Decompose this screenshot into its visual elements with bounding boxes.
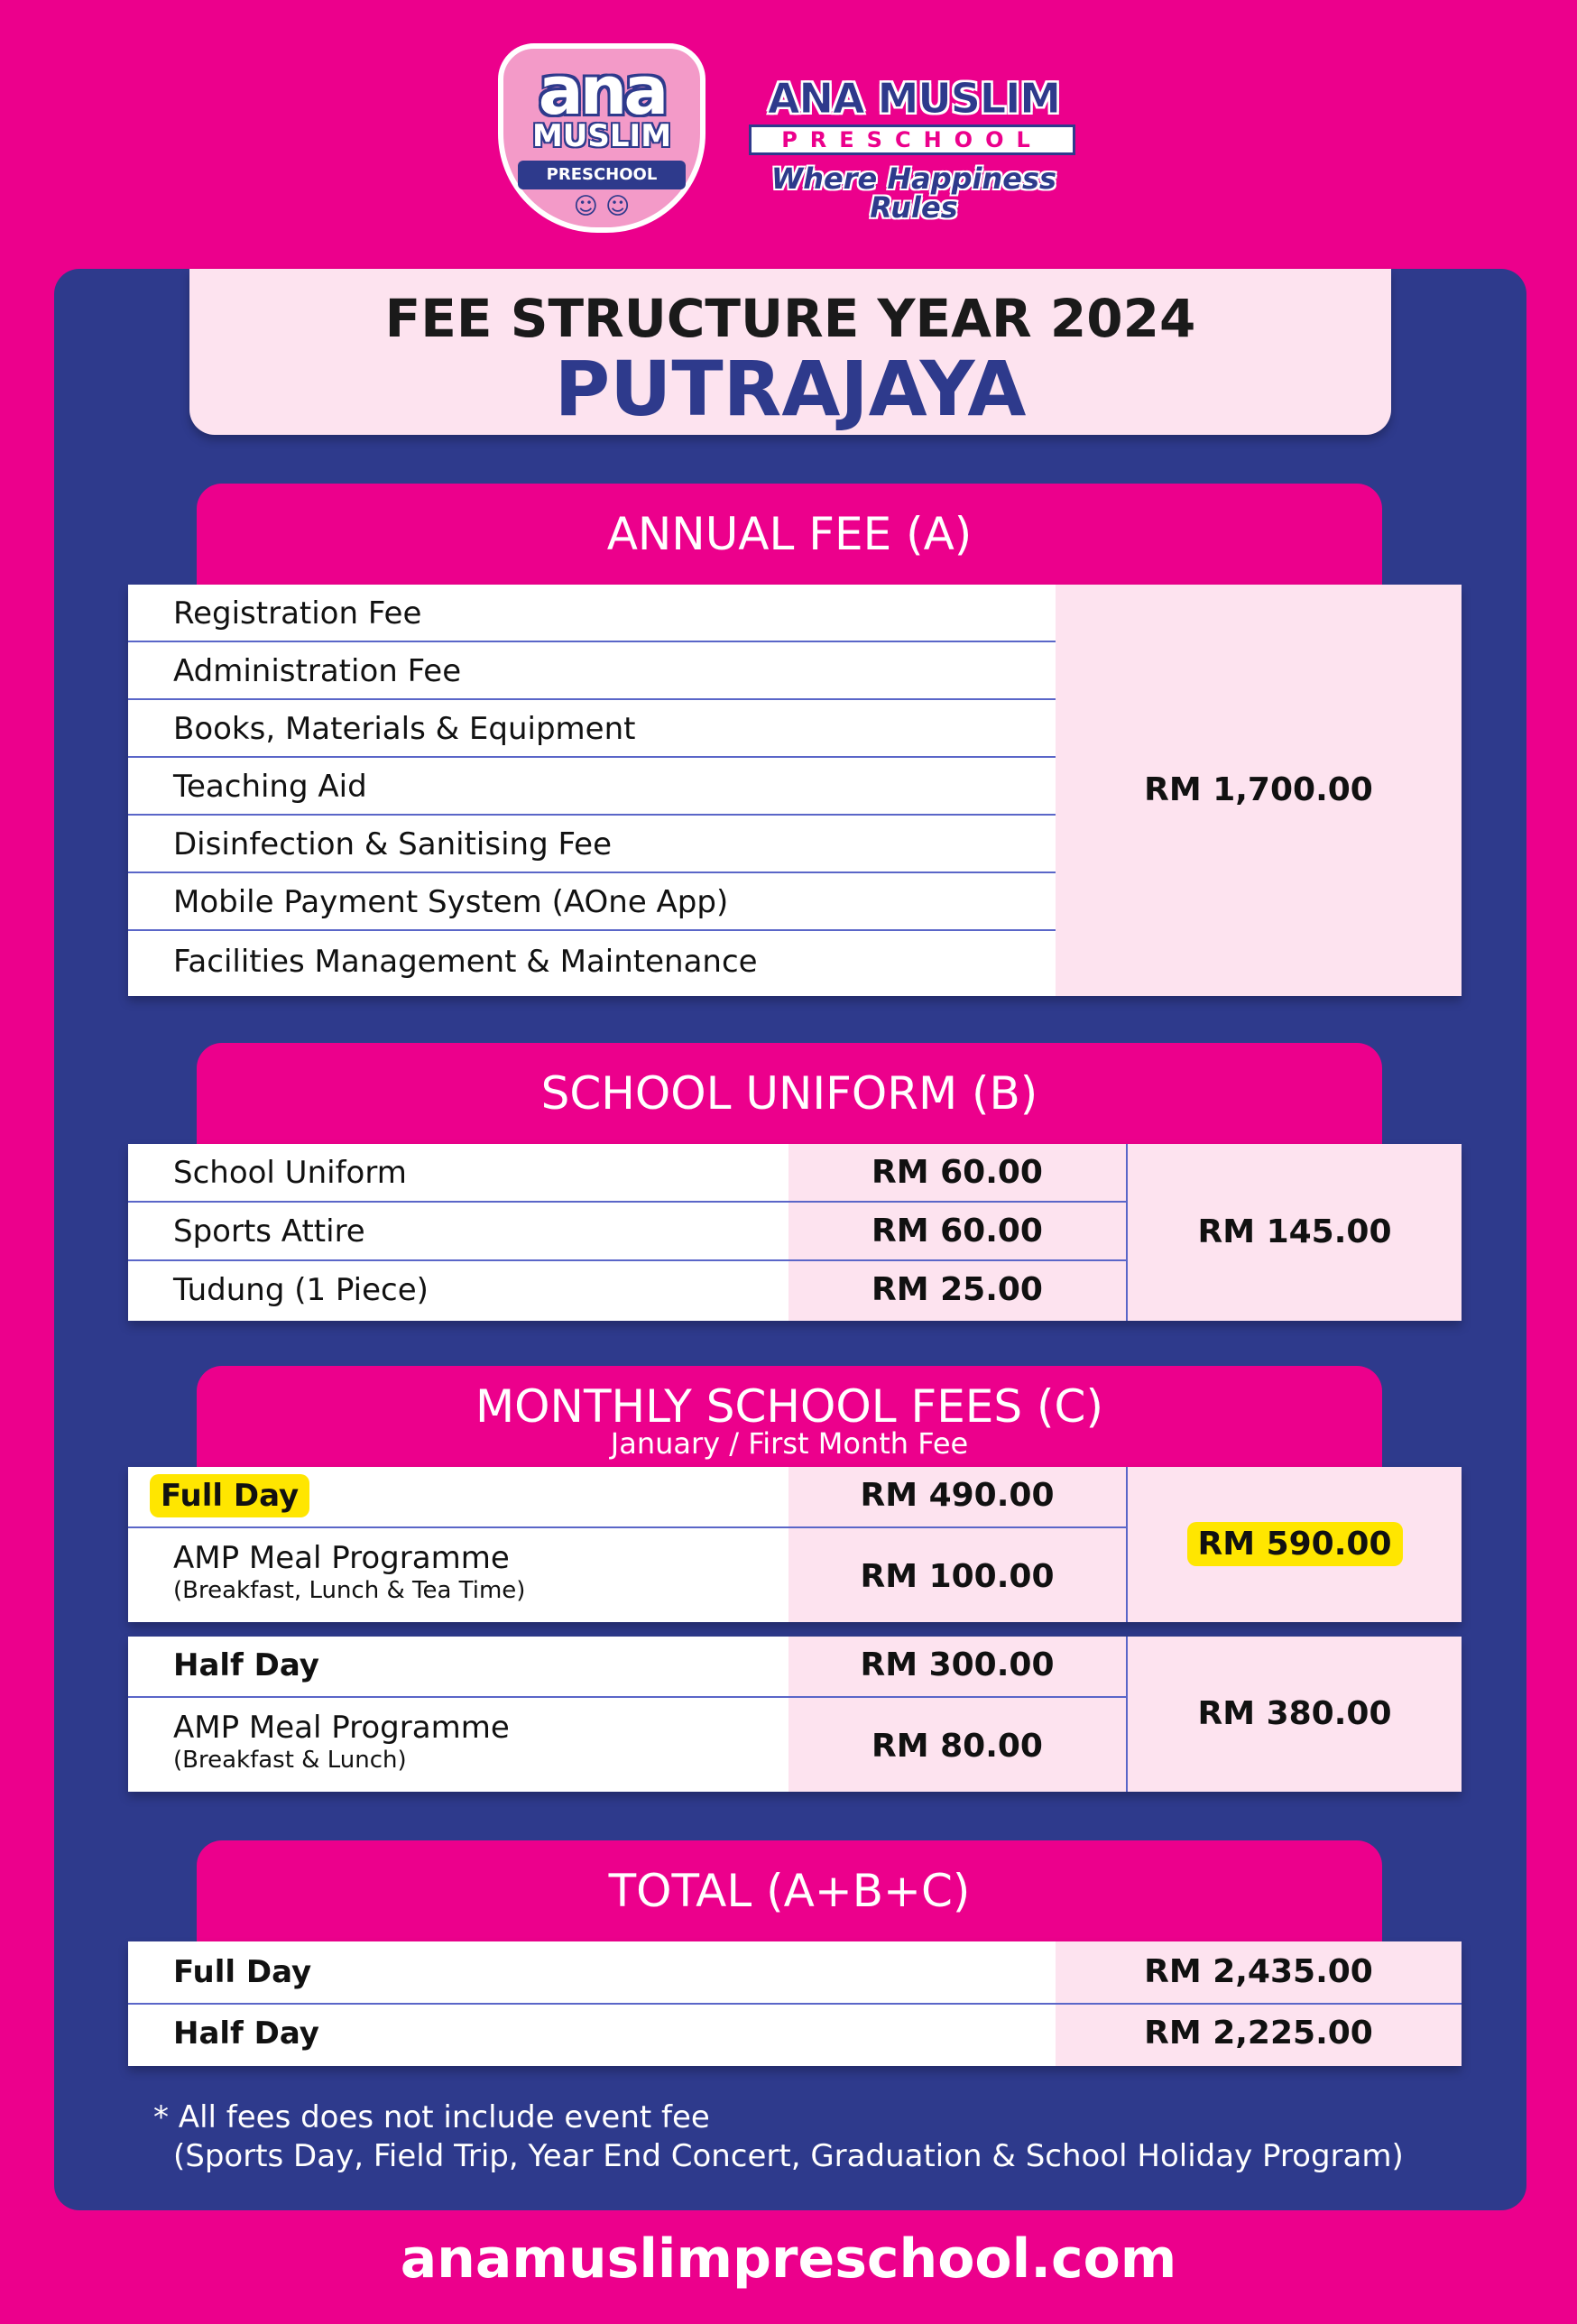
website-url[interactable]: anamuslimpreschool.com [400, 2227, 1177, 2291]
badge-ana-text: ana [538, 52, 666, 130]
uniform-total: RM 145.00 [1197, 1213, 1392, 1250]
total-full-day-label: Full Day [173, 1954, 312, 1990]
badge-muslim-text: MUSLIM [531, 118, 672, 154]
badge-ribbon: PRESCHOOL [518, 161, 686, 189]
brand-tagline: Where Happiness Rules [770, 161, 1057, 225]
page-title: FEE STRUCTURE YEAR 2024 [384, 288, 1196, 349]
children-faces-icon: ☺ ☺ [573, 193, 631, 220]
half-day-table [128, 1637, 1462, 1792]
table-row: Registration Fee [173, 595, 422, 632]
full-day-meal-note: (Breakfast, Lunch & Tea Time) [173, 1577, 526, 1604]
table-row: Teaching Aid [173, 769, 367, 805]
location-title: PUTRAJAYA [554, 344, 1027, 433]
full-day-label-row [128, 1467, 309, 1525]
school-uniform-heading: SCHOOL UNIFORM (B) [197, 1043, 1382, 1144]
full-day-meal-price: RM 100.00 [860, 1558, 1055, 1595]
annual-fee-heading: ANNUAL FEE (A) [197, 484, 1382, 585]
monthly-fees-heading [197, 1366, 1382, 1467]
full-day-price: RM 490.00 [860, 1477, 1055, 1514]
full-day-monthly-total: RM 590.00 [1187, 1522, 1403, 1566]
footnote-line-2: (Sports Day, Field Trip, Year End Concert, Graduation & School Holiday Program) [173, 2137, 1404, 2174]
table-row: Facilities Management & Maintenance [173, 944, 758, 980]
uniform-price: RM 60.00 [872, 1154, 1043, 1191]
half-day-label: Half Day [173, 1647, 319, 1683]
half-day-monthly-total: RM 380.00 [1197, 1695, 1392, 1732]
monthly-fees-title: MONTHLY SCHOOL FEES (C) [475, 1380, 1103, 1433]
table-row: Books, Materials & Equipment [173, 711, 636, 747]
annual-total: RM 1,700.00 [1144, 771, 1373, 808]
half-day-meal-price: RM 80.00 [872, 1728, 1043, 1765]
footnote [153, 2098, 1404, 2175]
title-card [189, 269, 1391, 435]
total-table [128, 1941, 1462, 2066]
table-row: School Uniform [173, 1155, 407, 1191]
brand-title: ANA MUSLIM [767, 74, 1061, 123]
total-heading: TOTAL (A+B+C) [197, 1840, 1382, 1941]
monthly-fees-subtitle: January / First Month Fee [610, 1426, 969, 1461]
full-day-meal-label: AMP Meal Programme [173, 1540, 510, 1576]
table-row: Disinfection & Sanitising Fee [173, 826, 612, 862]
total-half-day-label: Half Day [173, 2015, 319, 2052]
half-day-meal-label: AMP Meal Programme [173, 1710, 510, 1746]
annual-fee-table [128, 585, 1462, 996]
school-uniform-table [128, 1144, 1462, 1321]
full-day-table [128, 1467, 1462, 1622]
uniform-price: RM 25.00 [872, 1271, 1043, 1308]
table-row: Administration Fee [173, 653, 462, 689]
table-row: Sports Attire [173, 1213, 365, 1250]
total-half-day-price: RM 2,225.00 [1144, 2015, 1373, 2052]
uniform-price: RM 60.00 [872, 1213, 1043, 1250]
half-day-price: RM 300.00 [860, 1646, 1055, 1683]
table-row: Mobile Payment System (AOne App) [173, 884, 729, 920]
total-full-day-price: RM 2,435.00 [1144, 1953, 1373, 1990]
half-day-meal-note: (Breakfast & Lunch) [173, 1747, 407, 1774]
brand-subtitle: PRESCHOOL [749, 124, 1075, 155]
footnote-line-1: * All fees does not include event fee [153, 2099, 710, 2135]
full-day-label: Full Day [150, 1474, 309, 1517]
table-row: Tudung (1 Piece) [173, 1272, 429, 1308]
school-badge-logo [498, 43, 706, 233]
